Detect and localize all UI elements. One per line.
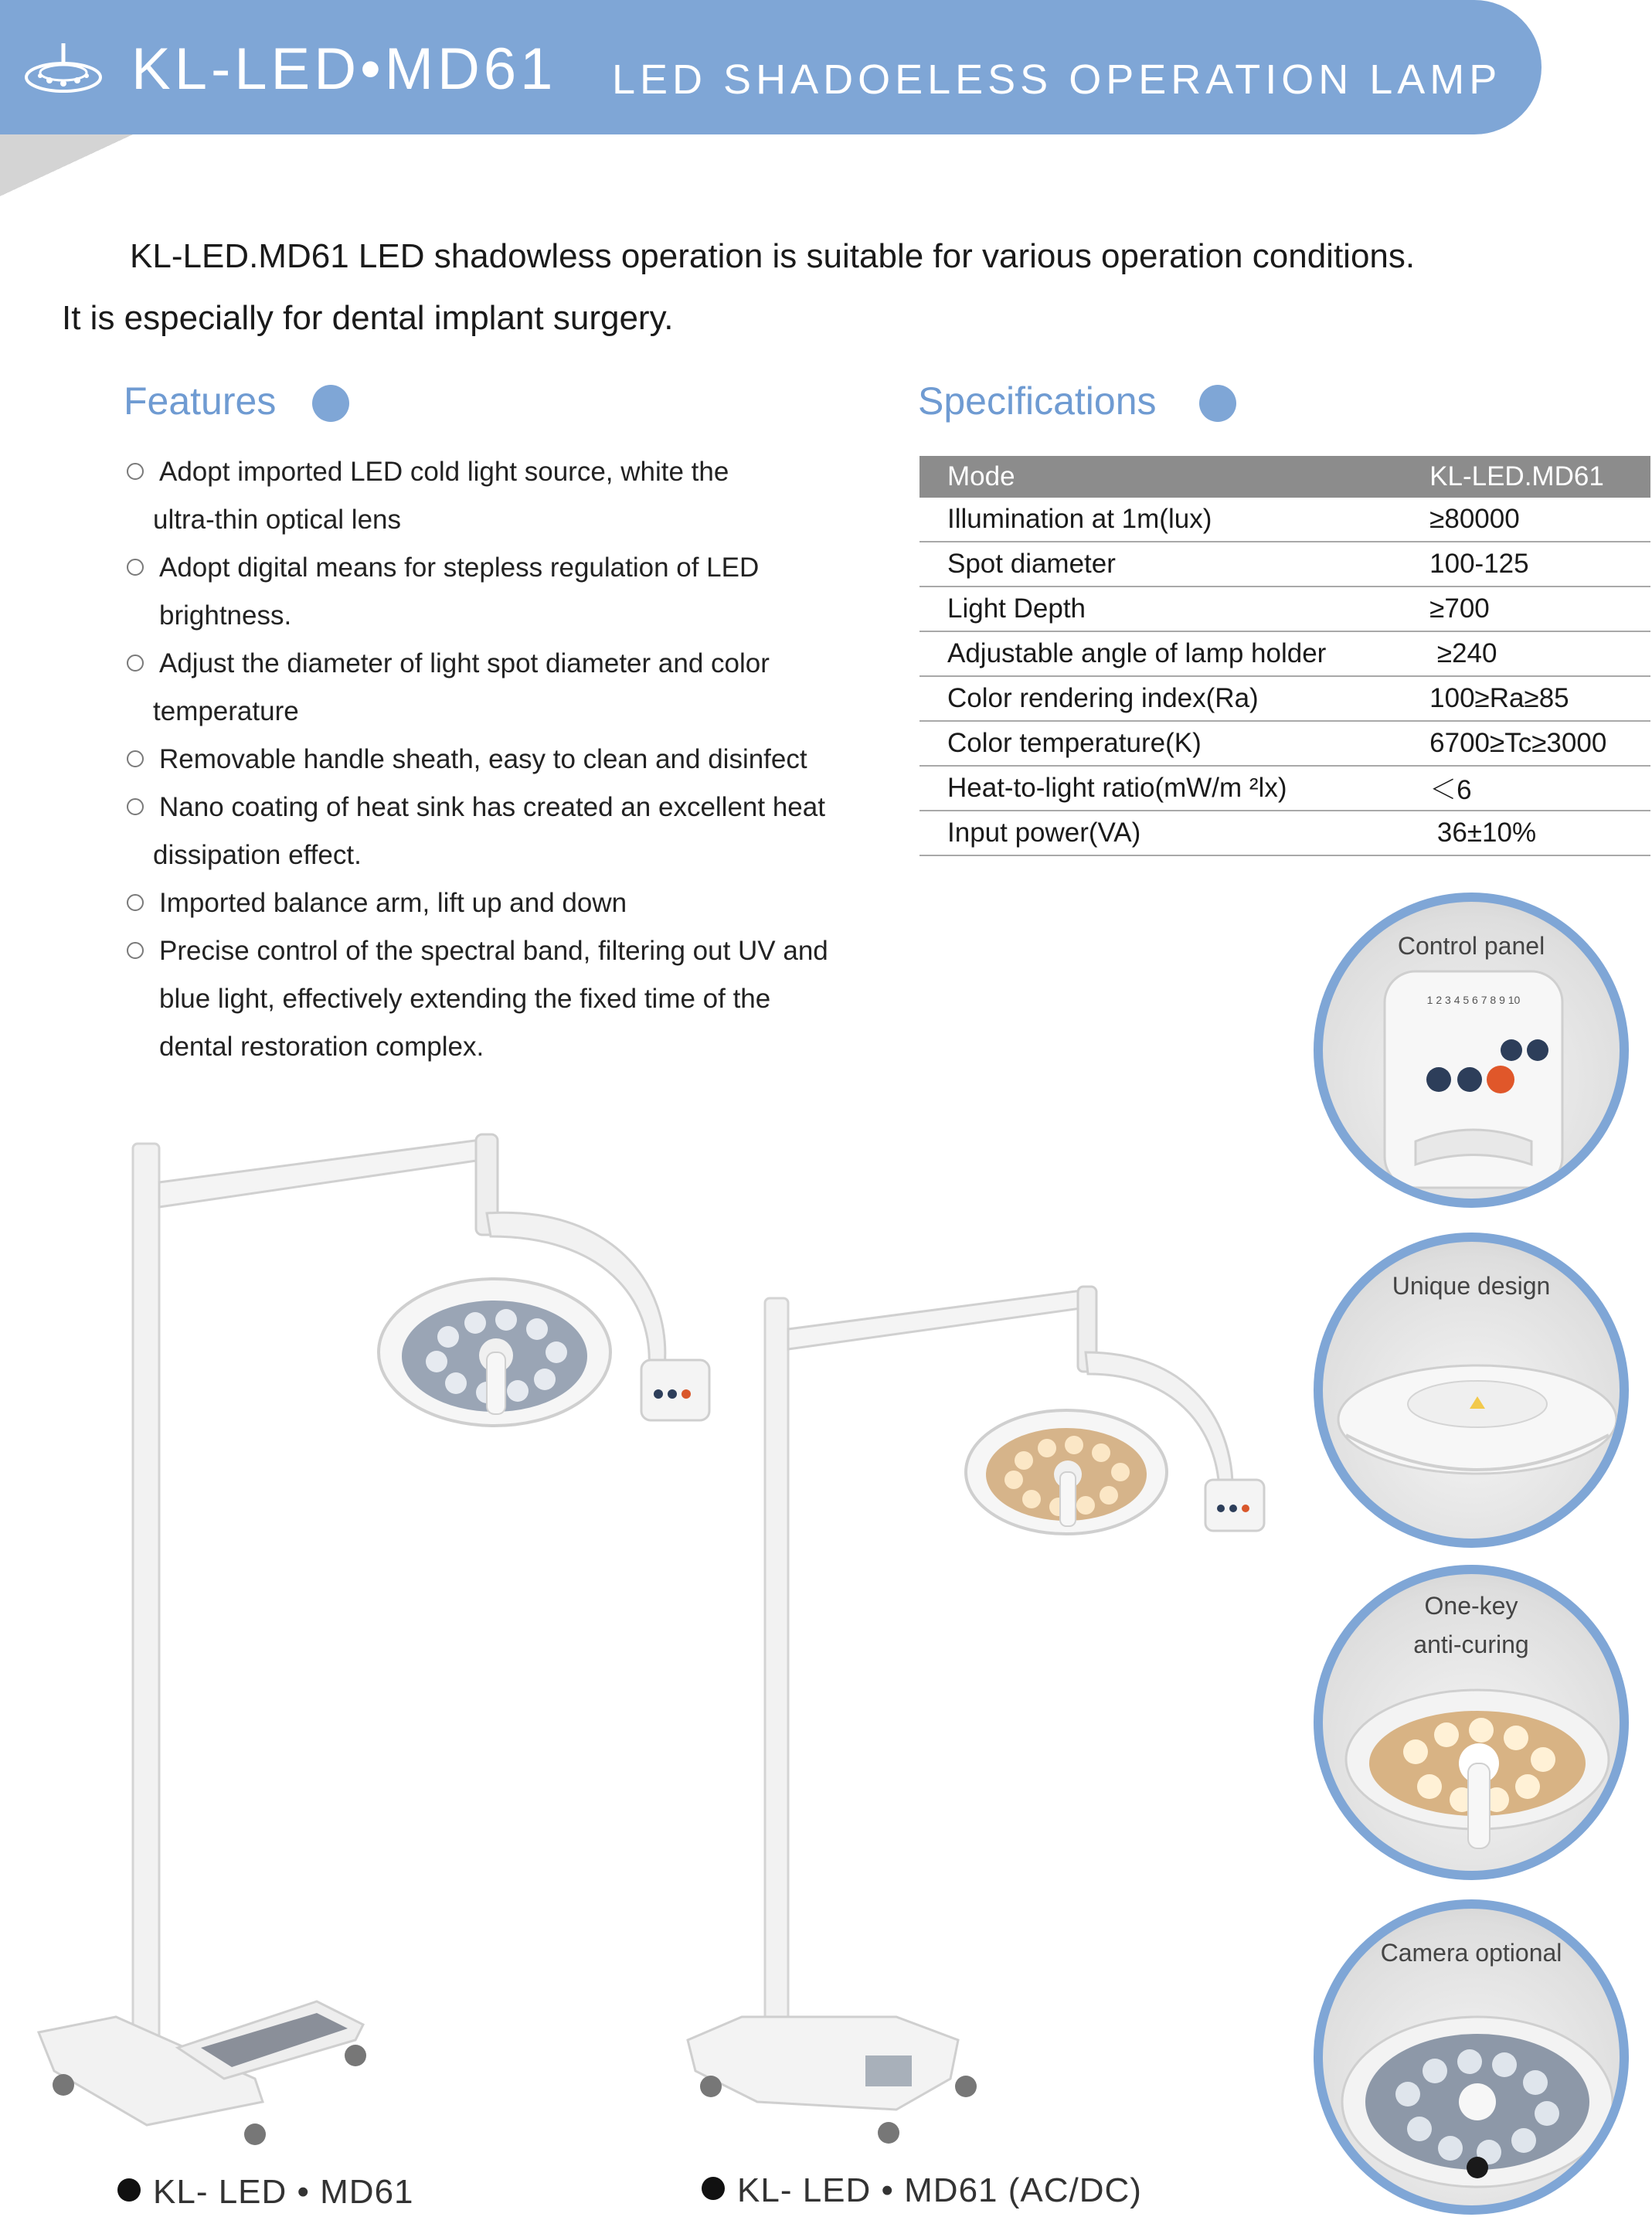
warm-light-head-image — [1338, 1675, 1616, 1868]
bullet-dot-icon — [702, 2177, 725, 2200]
table-row: Light Depth ≥700 — [919, 587, 1650, 631]
table-row: Color rendering index(Ra) 100≥Ra≥85 — [919, 676, 1650, 721]
lamp-illustration-right — [665, 1275, 1283, 2187]
feature-item: Adopt imported LED cold light source, white the ultra-thin optical lens — [124, 448, 865, 544]
circle-bullet-icon — [127, 559, 144, 576]
feature-item: Adjust the diameter of light spot diameter and color temperature — [124, 640, 865, 736]
feature-item: Imported balance arm, lift up and down — [124, 879, 865, 927]
svg-text:1 2 3 4 5 6 7 8 9 10: 1 2 3 4 5 6 7 8 9 10 — [1426, 994, 1521, 1006]
caption-left: KL- LED • MD61 — [117, 2173, 414, 2212]
intro-line-1: KL-LED.MD61 LED shadowless operation is suitable for various operation conditions. — [130, 237, 1416, 275]
circle-bullet-icon — [127, 798, 144, 815]
detail-label-line-2: anti-curing — [1413, 1630, 1529, 1658]
specifications-heading: Specifications — [918, 379, 1157, 423]
detail-circle-camera — [1314, 1899, 1629, 2215]
table-row: Heat-to-light ratio(mW/m ²lx) ＜6 — [919, 766, 1650, 811]
page-subtitle: LED SHADOELESS OPERATION LAMP — [612, 56, 1502, 103]
table-header-row — [919, 456, 1650, 498]
lamp-illustration-left — [23, 1120, 719, 2187]
table-row: Illumination at 1m(lux) ≥80000 — [919, 498, 1650, 542]
page-title: KL-LED•MD61 — [131, 36, 557, 102]
camera-lamp-head-image — [1338, 1994, 1616, 2202]
feature-item: Removable handle sheath, easy to clean and disinfect — [124, 736, 865, 784]
detail-label: Unique design — [1392, 1272, 1551, 1300]
lamp-dome-image — [1331, 1335, 1624, 1520]
circle-bullet-icon — [127, 463, 144, 480]
control-panel-image — [1369, 964, 1578, 1195]
features-heading: Features — [124, 379, 277, 423]
banner-fold — [0, 134, 133, 196]
table-row: Adjustable angle of lamp holder ≥240 — [919, 631, 1650, 676]
surgical-lamp-icon — [22, 37, 105, 99]
detail-circle-control-panel — [1314, 893, 1629, 1208]
feature-item: Nano coating of heat sink has created an excellent heat dissipation effect. — [124, 784, 865, 879]
features-heading-dot — [312, 385, 349, 422]
table-header-value: KL-LED.MD61 — [1423, 456, 1650, 498]
feature-item: Precise control of the spectral band, filtering out UV and blue light, effectively extending the fixed time of the dental restoration complex. — [124, 927, 865, 1071]
table-row: Input power(VA) 36±10% — [919, 811, 1650, 855]
circle-bullet-icon — [127, 655, 144, 672]
circle-bullet-icon — [127, 942, 144, 959]
table-row: Color temperature(K) 6700≥Tc≥3000 — [919, 721, 1650, 766]
circle-bullet-icon — [127, 894, 144, 911]
detail-label-line-1: One-key — [1424, 1592, 1518, 1620]
detail-label: Control panel — [1397, 932, 1545, 960]
specifications-table — [919, 456, 1650, 856]
table-row: Spot diameter 100-125 — [919, 542, 1650, 587]
caption-right: KL- LED • MD61 (AC/DC) — [702, 2171, 1142, 2210]
circle-bullet-icon — [127, 750, 144, 767]
intro-line-2: It is especially for dental implant surgery. — [62, 299, 674, 337]
table-header-label: Mode — [919, 456, 1423, 498]
detail-circle-unique-design — [1314, 1233, 1629, 1548]
features-list — [124, 448, 865, 1071]
detail-circle-anti-curing — [1314, 1565, 1629, 1880]
detail-label: Camera optional — [1380, 1939, 1562, 1967]
camera-icon — [1467, 2157, 1488, 2178]
intro-paragraph — [62, 226, 1592, 349]
bullet-dot-icon — [117, 2178, 141, 2202]
specifications-heading-dot — [1199, 385, 1236, 422]
feature-item: Adopt digital means for stepless regulation of LED brightness. — [124, 544, 865, 640]
